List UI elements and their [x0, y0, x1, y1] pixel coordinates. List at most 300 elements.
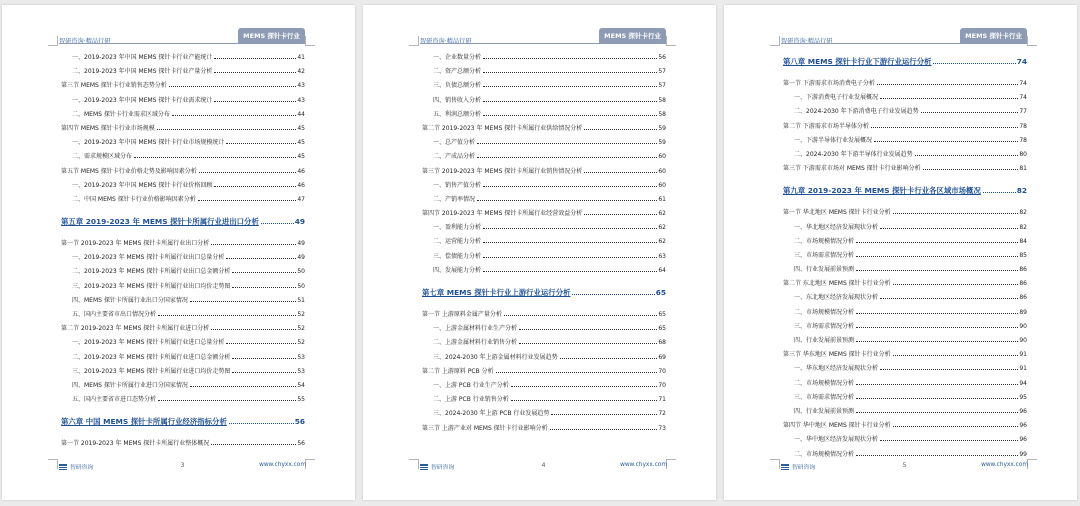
dot-leader — [880, 369, 1018, 370]
toc-entry-page: 56 — [658, 54, 666, 61]
toc-subsection[interactable] — [61, 136, 305, 150]
dot-leader — [519, 329, 657, 330]
toc-entry-page: 46 — [297, 167, 305, 175]
toc-list — [783, 51, 1027, 462]
toc-subsection[interactable] — [422, 264, 666, 278]
dot-leader — [158, 315, 296, 316]
toc-entry-title: 四、行业发展前景预测 — [794, 407, 855, 415]
toc-entry-title: 三、市场需求情况分析 — [794, 322, 855, 330]
toc-entry-page: 82 — [1016, 186, 1027, 196]
toc-entry-page: 49 — [297, 240, 305, 248]
dot-leader — [856, 384, 1018, 385]
toc-entry-page: 62 — [658, 210, 666, 218]
toc-subsection[interactable] — [61, 150, 305, 164]
toc-section[interactable] — [61, 237, 305, 251]
toc-subsection[interactable] — [61, 251, 305, 265]
dot-leader — [511, 386, 658, 387]
toc-entry-title: 二、2024-2030 年下游消费电子行业发展趋势 — [794, 108, 919, 116]
dot-leader — [893, 284, 1019, 285]
dot-leader — [856, 327, 1018, 328]
toc-entry-title: 四、行业发展前景预测 — [794, 266, 855, 274]
toc-entry-page: 90 — [1019, 322, 1027, 330]
toc-chapter[interactable] — [783, 180, 1027, 202]
toc-subsection[interactable] — [61, 94, 305, 108]
dot-leader — [856, 256, 1018, 257]
toc-entry-page: 61 — [658, 195, 666, 203]
toc-subsection[interactable] — [422, 65, 666, 79]
toc-entry-title: 第三节 下游需求市场对 MEMS 探针卡行业影响分析 — [783, 165, 921, 173]
crop-mark — [305, 459, 315, 469]
dot-leader — [983, 192, 1016, 193]
toc-subsection[interactable] — [783, 433, 1027, 447]
toc-subsection[interactable] — [422, 136, 666, 150]
toc-subsection[interactable] — [422, 407, 666, 421]
dot-leader — [483, 242, 657, 243]
toc-entry-page: 54 — [297, 381, 305, 389]
dot-leader — [211, 444, 296, 445]
toc-entry-title: 一、2019-2023 年中国 MEMS 探针卡行业产能统计 — [72, 54, 213, 61]
dot-leader — [584, 129, 657, 130]
toc-subsection[interactable] — [783, 334, 1027, 348]
toc-entry-page: 60 — [658, 167, 666, 175]
toc-chapter[interactable] — [61, 411, 305, 433]
toc-section[interactable] — [783, 162, 1027, 176]
toc-entry-page: 74 — [1019, 94, 1027, 102]
toc-entry-title: 三、负债总额分析 — [433, 82, 482, 90]
toc-entry-page: 52 — [297, 311, 305, 318]
header-rule — [781, 43, 1028, 44]
header-tab: MEMS 探针卡行业 — [960, 28, 1027, 44]
toc-entry-title: 一、下游半导体行业发展概况 — [794, 136, 873, 144]
toc-subsection[interactable] — [61, 351, 305, 365]
page-number: 4 — [541, 462, 546, 469]
toc-entry-page: 65 — [655, 288, 666, 297]
toc-entry-page: 65 — [658, 311, 666, 318]
toc-entry-page: 58 — [658, 96, 666, 104]
toc-entry-page: 45 — [297, 139, 305, 147]
toc-subsection[interactable] — [422, 351, 666, 365]
toc-subsection[interactable] — [61, 308, 305, 322]
toc-subsection[interactable] — [783, 391, 1027, 405]
toc-entry-title: 一、盈利能力分析 — [433, 224, 482, 232]
toc-subsection[interactable] — [422, 108, 666, 122]
company-logo-icon — [420, 464, 428, 470]
toc-entry-title: 第八章 MEMS 探针卡行业下游行业运行分析 — [783, 57, 932, 66]
dot-leader — [483, 115, 657, 116]
toc-subsection[interactable] — [422, 393, 666, 407]
toc-section[interactable] — [783, 348, 1027, 362]
toc-entry-page: 42 — [297, 68, 305, 76]
toc-subsection[interactable] — [783, 221, 1027, 235]
toc-entry-page: 78 — [1019, 136, 1027, 144]
crop-mark — [1027, 459, 1037, 469]
footer-logo-text: 智研咨询 — [431, 465, 455, 471]
toc-entry-page: 52 — [297, 339, 305, 347]
dot-leader — [921, 112, 1019, 113]
toc-entry-page: 84 — [1019, 237, 1027, 245]
toc-section[interactable] — [422, 165, 666, 179]
toc-entry-title: 第二节 2019-2023 年 MEMS 探针卡所属行业供给情况分析 — [422, 124, 583, 132]
dot-leader — [550, 429, 658, 430]
toc-entry-page: 91 — [1019, 365, 1027, 373]
dot-leader — [190, 386, 296, 387]
toc-subsection[interactable] — [61, 193, 305, 207]
toc-section[interactable] — [783, 277, 1027, 291]
footer-logo-text: 智研咨询 — [70, 465, 94, 471]
footer-url[interactable]: www.chyxx.com — [259, 462, 306, 468]
dot-leader — [214, 58, 296, 59]
toc-entry-page: 86 — [1019, 280, 1027, 288]
toc-entry-page: 85 — [1019, 251, 1027, 259]
toc-entry-title: 第一节 2019-2023 年 MEMS 探针卡所属行业整体概况 — [61, 440, 210, 448]
toc-subsection[interactable] — [783, 405, 1027, 419]
toc-subsection[interactable] — [422, 379, 666, 393]
dot-leader — [483, 58, 657, 59]
toc-subsection[interactable] — [61, 379, 305, 393]
toc-subsection[interactable] — [61, 365, 305, 379]
toc-entry-title: 一、2019-2023 年中国 MEMS 探针卡行业需求统计 — [72, 96, 213, 104]
toc-entry-page: 60 — [658, 181, 666, 189]
toc-entry-page: 43 — [297, 82, 305, 90]
toc-entry-title: 五、利润总额分析 — [433, 110, 482, 118]
toc-entry-title: 第四节 华中地区 MEMS 探针卡行业分析 — [783, 422, 891, 430]
toc-section[interactable] — [422, 122, 666, 136]
toc-subsection[interactable] — [783, 148, 1027, 162]
toc-entry-page: 47 — [297, 195, 305, 203]
toc-entry-page: 95 — [1019, 393, 1027, 401]
toc-subsection[interactable] — [422, 250, 666, 264]
company-logo-icon — [781, 464, 789, 470]
toc-entry-page: 45 — [297, 124, 305, 132]
toc-subsection[interactable] — [61, 108, 305, 122]
toc-subsection[interactable] — [422, 322, 666, 336]
toc-subsection[interactable] — [61, 65, 305, 79]
toc-entry-title: 一、企业数量分析 — [433, 54, 482, 61]
dot-leader — [856, 270, 1018, 271]
toc-chapter[interactable] — [61, 211, 305, 233]
page-number: 5 — [902, 462, 907, 469]
toc-subsection[interactable] — [783, 448, 1027, 462]
toc-entry-page: 69 — [658, 353, 666, 361]
dot-leader — [504, 315, 657, 316]
toc-section[interactable] — [783, 77, 1027, 91]
toc-subsection[interactable] — [783, 320, 1027, 334]
dot-leader — [877, 84, 1018, 85]
toc-entry-page: 72 — [658, 410, 666, 418]
toc-entry-page: 96 — [1019, 407, 1027, 415]
dot-leader — [483, 86, 657, 87]
dot-leader — [169, 86, 297, 87]
toc-chapter[interactable] — [422, 282, 666, 304]
dot-leader — [893, 355, 1019, 356]
dot-leader — [226, 343, 296, 344]
header-rule — [420, 43, 667, 44]
toc-entry-title: 一、2019-2023 年 MEMS 探针卡所属行业进口总量分析 — [72, 339, 225, 347]
toc-subsection[interactable] — [783, 306, 1027, 320]
toc-entry-title: 二、需求规模区域分布 — [72, 153, 133, 161]
toc-entry-title: 二、上游金属材料行业销售分析 — [433, 339, 518, 347]
crop-mark — [409, 36, 419, 46]
footer-logo — [59, 462, 93, 471]
toc-entry-title: 一、华北地区经济发展现状分析 — [794, 223, 879, 231]
dot-leader — [477, 143, 657, 144]
toc-page — [363, 5, 716, 500]
toc-entry-title: 四、MEMS 探针卡所属行业进口分国家情况 — [72, 381, 188, 389]
toc-entry-page: 99 — [1019, 450, 1027, 458]
toc-entry-page: 77 — [1019, 108, 1027, 116]
toc-entry-page: 51 — [297, 296, 305, 304]
toc-section[interactable] — [61, 437, 305, 451]
toc-entry-title: 二、上游 PCB 行业销售分析 — [433, 396, 509, 404]
toc-section[interactable] — [783, 120, 1027, 134]
toc-subsection[interactable] — [422, 150, 666, 164]
dot-leader — [560, 358, 658, 359]
toc-entry-title: 一、2019-2023 年中国 MEMS 探针卡行业市场规模统计 — [72, 139, 225, 147]
toc-entry-page: 62 — [658, 224, 666, 232]
toc-entry-page: 41 — [297, 54, 305, 61]
toc-subsection[interactable] — [422, 336, 666, 350]
page-footer — [781, 462, 1028, 474]
dot-leader — [483, 72, 657, 73]
toc-entry-page: 94 — [1019, 379, 1027, 387]
toc-entry-title: 一、下游消费电子行业发展概况 — [794, 94, 879, 102]
dot-leader — [483, 271, 657, 272]
toc-page — [724, 5, 1077, 500]
toc-entry-title: 五、国内主要省市进口态势分析 — [72, 396, 157, 404]
toc-entry-title: 第一节 2019-2023 年 MEMS 探针卡所属行业出口分析 — [61, 240, 210, 248]
dot-leader — [584, 172, 657, 173]
toc-entry-title: 二、产成品分析 — [433, 153, 476, 161]
toc-entry-page: 59 — [658, 139, 666, 147]
toc-entry-title: 第一节 华北地区 MEMS 探针卡行业分析 — [783, 209, 891, 217]
toc-entry-title: 一、华中地区经济发展现状分析 — [794, 436, 879, 444]
dot-leader — [880, 440, 1018, 441]
dot-leader — [232, 272, 296, 273]
toc-entry-title: 第一节 上游原料金属产量分析 — [422, 311, 502, 318]
toc-entry-title: 四、销售收入分析 — [433, 96, 482, 104]
toc-subsection[interactable] — [783, 362, 1027, 376]
dot-leader — [229, 423, 294, 424]
dot-leader — [232, 372, 296, 373]
dot-leader — [871, 127, 1018, 128]
toc-section[interactable] — [61, 322, 305, 336]
toc-entry-title: 四、发展能力分析 — [433, 266, 482, 274]
toc-entry-page: 91 — [1019, 351, 1027, 359]
toc-list — [61, 51, 305, 452]
toc-subsection[interactable] — [422, 179, 666, 193]
toc-subsection[interactable] — [422, 221, 666, 235]
dot-leader — [232, 287, 296, 288]
toc-entry-title: 一、东北地区经济发展现状分析 — [794, 294, 879, 302]
dot-leader — [198, 200, 297, 201]
toc-entry-page: 43 — [297, 96, 305, 104]
toc-entry-title: 第五章 2019-2023 年 MEMS 探针卡所属行业进出口分析 — [61, 217, 259, 227]
crop-mark — [48, 459, 58, 469]
toc-section[interactable] — [783, 206, 1027, 220]
toc-entry-title: 第二节 上游原料 PCB 分析 — [422, 367, 494, 375]
toc-entry-title: 二、市场规模情况分析 — [794, 450, 855, 458]
dot-leader — [893, 213, 1019, 214]
toc-entry-page: 74 — [1016, 57, 1027, 66]
toc-entry-title: 二、2019-2023 年 MEMS 探针卡所属行业进口总金额分析 — [72, 353, 231, 361]
toc-entry-title: 第四节 2019-2023 年 MEMS 探针卡所属行业经营效益分析 — [422, 210, 583, 218]
dot-leader — [880, 98, 1018, 99]
toc-subsection[interactable] — [422, 79, 666, 93]
toc-entry-page: 44 — [297, 110, 305, 118]
toc-entry-page: 46 — [297, 181, 305, 189]
dot-leader — [214, 101, 296, 102]
toc-chapter[interactable] — [783, 51, 1027, 73]
footer-logo-text: 智研咨询 — [792, 465, 816, 471]
toc-entry-title: 三、市场需求情况分析 — [794, 251, 855, 259]
toc-section[interactable] — [783, 419, 1027, 433]
dot-leader — [584, 214, 657, 215]
toc-entry-page: 71 — [658, 396, 666, 404]
dot-leader — [856, 242, 1018, 243]
toc-entry-page: 53 — [297, 367, 305, 375]
toc-subsection[interactable] — [61, 280, 305, 294]
toc-subsection[interactable] — [422, 235, 666, 249]
toc-entry-page: 62 — [658, 238, 666, 246]
toc-page — [2, 5, 355, 500]
toc-subsection[interactable] — [783, 291, 1027, 305]
toc-entry-page: 89 — [1019, 308, 1027, 316]
toc-subsection[interactable] — [61, 393, 305, 407]
footer-url[interactable]: www.chyxx.com — [620, 462, 667, 468]
dot-leader — [856, 398, 1018, 399]
toc-entry-page: 96 — [1019, 436, 1027, 444]
toc-section[interactable] — [61, 165, 305, 179]
dot-leader — [483, 228, 657, 229]
toc-entry-page: 59 — [658, 124, 666, 132]
dot-leader — [923, 169, 1019, 170]
toc-entry-title: 三、2024-2030 年上游金属材料行业发展趋势 — [433, 353, 558, 361]
toc-entry-title: 第六章 中国 MEMS 探针卡所属行业经济指标分析 — [61, 417, 227, 427]
dot-leader — [211, 329, 296, 330]
toc-entry-page: 78 — [1019, 122, 1027, 130]
toc-entry-page: 64 — [658, 266, 666, 274]
toc-subsection[interactable] — [783, 105, 1027, 119]
dot-leader — [874, 141, 1018, 142]
toc-section[interactable] — [422, 308, 666, 322]
dot-leader — [519, 343, 657, 344]
crop-mark — [770, 459, 780, 469]
toc-entry-title: 四、MEMS 探针卡所属行业出口分国家情况 — [72, 296, 188, 304]
toc-entry-title: 五、国内主要省市出口情况分析 — [72, 311, 157, 318]
toc-subsection[interactable] — [783, 134, 1027, 148]
toc-entry-title: 一、总产值分析 — [433, 139, 476, 147]
dot-leader — [893, 426, 1019, 427]
page-footer — [420, 462, 667, 474]
toc-entry-title: 第二节 2019-2023 年 MEMS 探针卡所属行业进口分析 — [61, 325, 210, 333]
dot-leader — [214, 186, 296, 187]
toc-section[interactable] — [61, 79, 305, 93]
toc-section[interactable] — [422, 365, 666, 379]
toc-entry-title: 一、2019-2023 年 MEMS 探针卡所属行业出口总量分析 — [72, 254, 225, 262]
dot-leader — [915, 155, 1019, 156]
footer-logo — [420, 462, 454, 471]
toc-entry-title: 第三节 2019-2023 年 MEMS 探针卡所属行业销售情况分析 — [422, 167, 583, 175]
toc-subsection[interactable] — [61, 265, 305, 279]
toc-entry-page: 82 — [1019, 209, 1027, 217]
toc-entry-title: 一、上游 PCB 行业生产分析 — [433, 381, 509, 389]
dot-leader — [856, 412, 1018, 413]
toc-entry-page: 53 — [297, 353, 305, 361]
dot-leader — [211, 244, 296, 245]
toc-entry-page: 49 — [294, 217, 305, 227]
dot-leader — [551, 414, 657, 415]
dot-leader — [880, 228, 1018, 229]
toc-subsection[interactable] — [61, 336, 305, 350]
footer-url[interactable]: www.chyxx.com — [981, 462, 1028, 468]
toc-entry-page: 81 — [1019, 165, 1027, 173]
toc-section[interactable] — [61, 122, 305, 136]
dot-leader — [483, 186, 657, 187]
toc-subsection[interactable] — [783, 91, 1027, 105]
toc-entry-title: 第七章 MEMS 探针卡行业上游行业运行分析 — [422, 288, 571, 297]
toc-section[interactable] — [422, 207, 666, 221]
toc-entry-page: 96 — [1019, 422, 1027, 430]
toc-entry-page: 86 — [1019, 294, 1027, 302]
toc-subsection[interactable] — [61, 51, 305, 65]
header-tab: MEMS 探针卡行业 — [599, 28, 666, 44]
toc-subsection[interactable] — [61, 179, 305, 193]
toc-entry-page: 56 — [297, 440, 305, 448]
toc-entry-title: 二、2019-2023 年中国 MEMS 探针卡行业产量分析 — [72, 68, 213, 76]
toc-entry-title: 四、行业发展前景预测 — [794, 337, 855, 344]
toc-subsection[interactable] — [783, 235, 1027, 249]
toc-entry-page: 68 — [658, 339, 666, 347]
dot-leader — [199, 172, 297, 173]
toc-entry-page: 56 — [294, 417, 305, 427]
dot-leader — [880, 298, 1018, 299]
dot-leader — [214, 72, 296, 73]
toc-entry-title: 第一节 下游需求市场消费电子分析 — [783, 80, 875, 87]
toc-section[interactable] — [422, 422, 666, 436]
toc-entry-page: 50 — [297, 268, 305, 276]
toc-entry-title: 第二节 东北地区 MEMS 探针卡行业分析 — [783, 280, 891, 288]
dot-leader — [158, 400, 296, 401]
dot-leader — [226, 143, 296, 144]
toc-subsection[interactable] — [783, 249, 1027, 263]
dot-leader — [856, 341, 1018, 342]
toc-entry-page: 63 — [658, 252, 666, 260]
toc-entry-page: 82 — [1019, 223, 1027, 231]
header-rule — [59, 43, 306, 44]
toc-entry-title: 一、销售产值分析 — [433, 181, 482, 189]
toc-subsection[interactable] — [422, 193, 666, 207]
toc-subsection[interactable] — [422, 51, 666, 65]
crop-mark — [666, 36, 676, 46]
toc-subsection[interactable] — [61, 294, 305, 308]
toc-entry-title: 二、资产总额分析 — [433, 68, 482, 76]
toc-entry-page: 90 — [1019, 337, 1027, 344]
toc-entry-title: 第四节 MEMS 探针卡行业市场规模 — [61, 124, 155, 132]
dot-leader — [134, 157, 296, 158]
dot-leader — [856, 455, 1018, 456]
toc-entry-title: 第三节 华东地区 MEMS 探针卡行业分析 — [783, 351, 891, 359]
toc-subsection[interactable] — [783, 263, 1027, 277]
company-logo-icon — [59, 464, 67, 470]
toc-entry-page: 57 — [658, 82, 666, 90]
toc-entry-title: 一、2019-2023 年中国 MEMS 探针卡行业价格回顾 — [72, 181, 213, 189]
header-tab: MEMS 探针卡行业 — [238, 28, 305, 44]
toc-subsection[interactable] — [422, 94, 666, 108]
toc-entry-title: 第九章 2019-2023 年 MEMS 探针卡行业各区域市场概况 — [783, 186, 981, 196]
toc-entry-title: 三、2019-2023 年 MEMS 探针卡所属行业出口均价走势图 — [72, 282, 231, 290]
toc-subsection[interactable] — [783, 377, 1027, 391]
toc-entry-page: 70 — [658, 381, 666, 389]
